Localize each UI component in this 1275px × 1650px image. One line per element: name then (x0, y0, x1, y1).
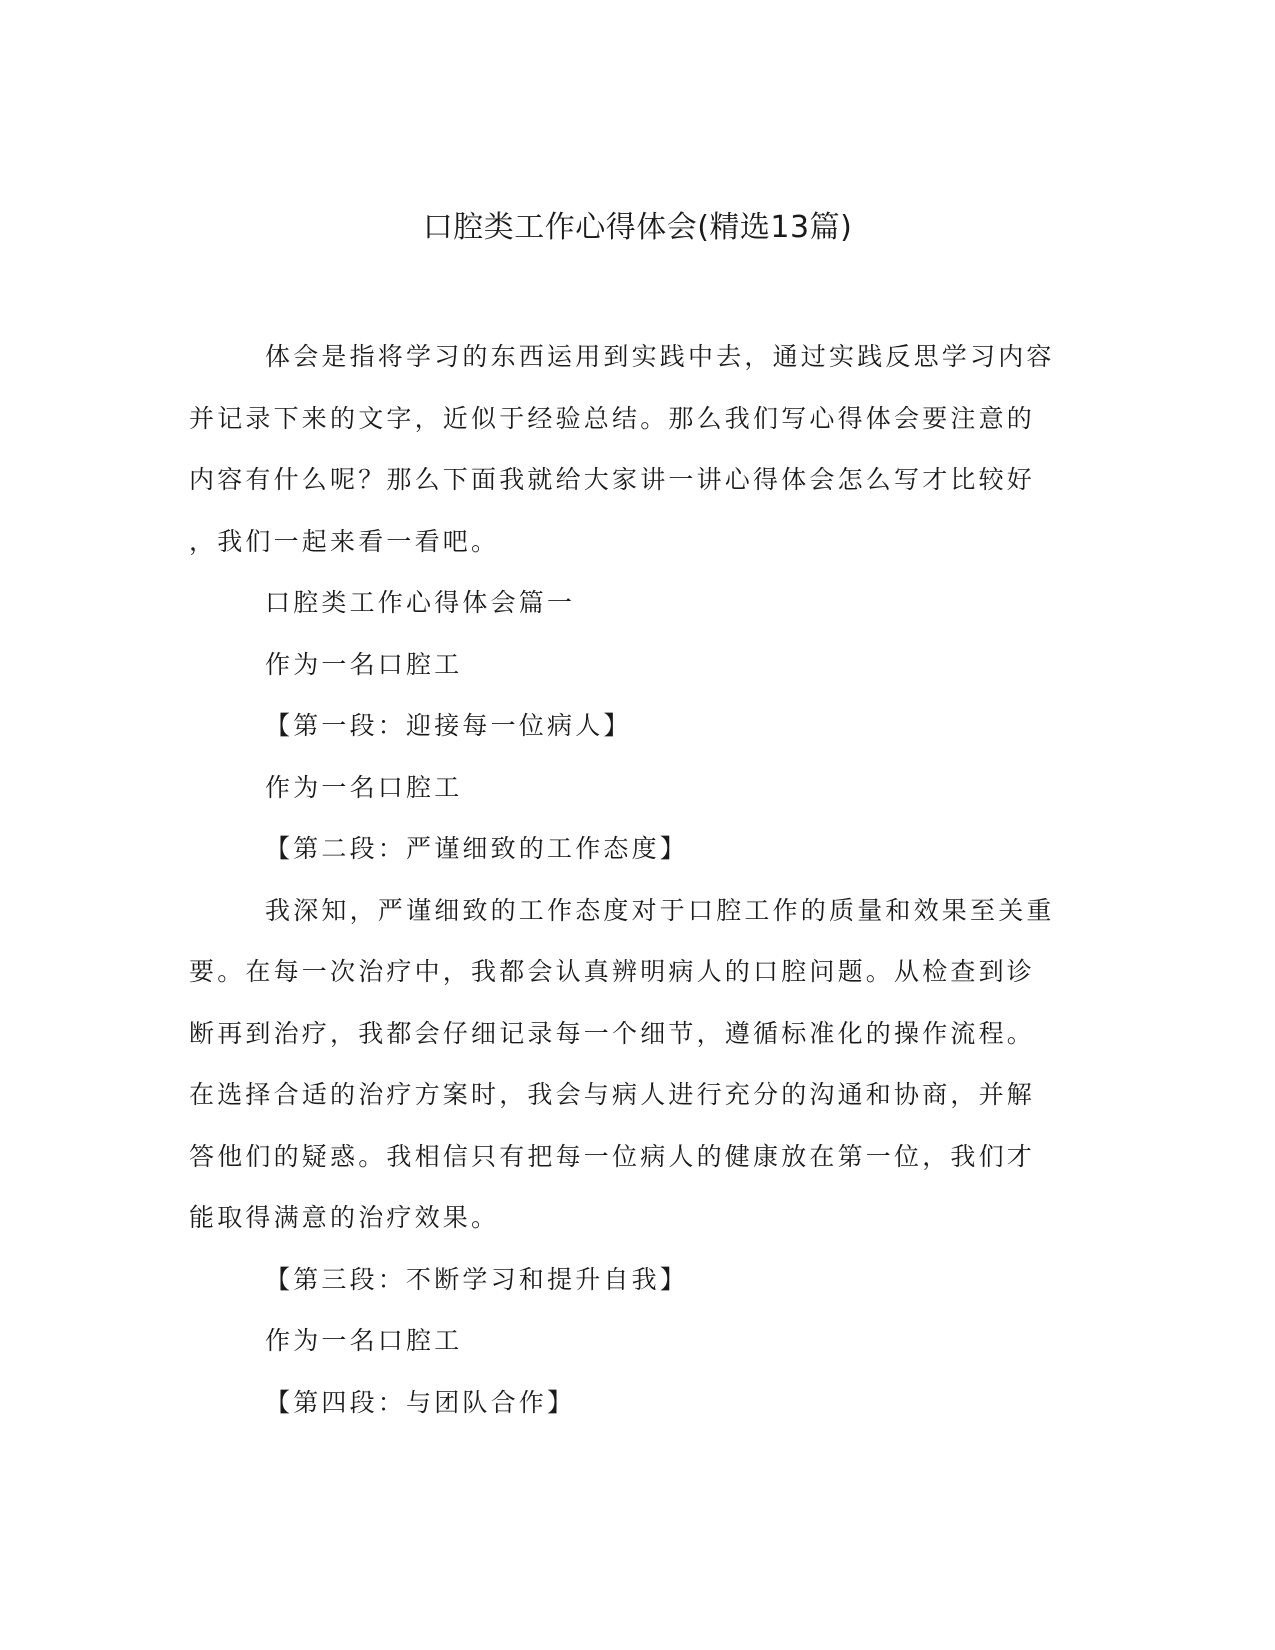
subsection-heading-2: 【第二段：严谨细致的工作态度】 (265, 834, 689, 863)
paragraph-line: 作为一名口腔工 (265, 1326, 463, 1355)
document-body (189, 326, 1089, 1433)
paragraph-line: 断再到治疗，我都会仔细记录每一个细节，遵循标准化的操作流程。 (189, 1018, 1036, 1048)
paragraph-line: 作为一名口腔工 (265, 649, 463, 679)
paragraph-line: 要。在每一次治疗中，我都会认真辨明病人的口腔问题。从检查到诊 (189, 957, 1036, 986)
subsection-heading-3: 【第三段：不断学习和提升自我】 (265, 1264, 689, 1294)
paragraph-line: 我深知，严谨细致的工作态度对于口腔工作的质量和效果至关重 (265, 895, 1055, 925)
section-heading-1: 口腔类工作心得体会篇一 (265, 588, 576, 617)
subsection-heading-4: 【第四段：与团队合作】 (265, 1387, 576, 1417)
intro-line-3: 内容有什么呢？那么下面我就给大家讲一讲心得体会怎么写才比较好 (189, 465, 1036, 494)
intro-line-1: 体会是指将学习的东西运用到实践中去，通过实践反思学习内容 (265, 342, 1055, 371)
paragraph-line: 答他们的疑惑。我相信只有把每一位病人的健康放在第一位，我们才 (189, 1141, 1036, 1171)
paragraph-line: 能取得满意的治疗效果。 (189, 1203, 500, 1232)
paragraph-line: 作为一名口腔工 (265, 772, 463, 802)
intro-line-2: 并记录下来的文字，近似于经验总结。那么我们写心得体会要注意的 (189, 403, 1036, 433)
document-title: 口腔类工作心得体会(精选13篇) (422, 210, 853, 245)
subsection-heading-1: 【第一段：迎接每一位病人】 (265, 711, 632, 740)
intro-line-4: ，我们一起来看一看吧。 (189, 526, 500, 556)
paragraph-line: 在选择合适的治疗方案时，我会与病人进行充分的沟通和协商，并解 (189, 1080, 1036, 1109)
